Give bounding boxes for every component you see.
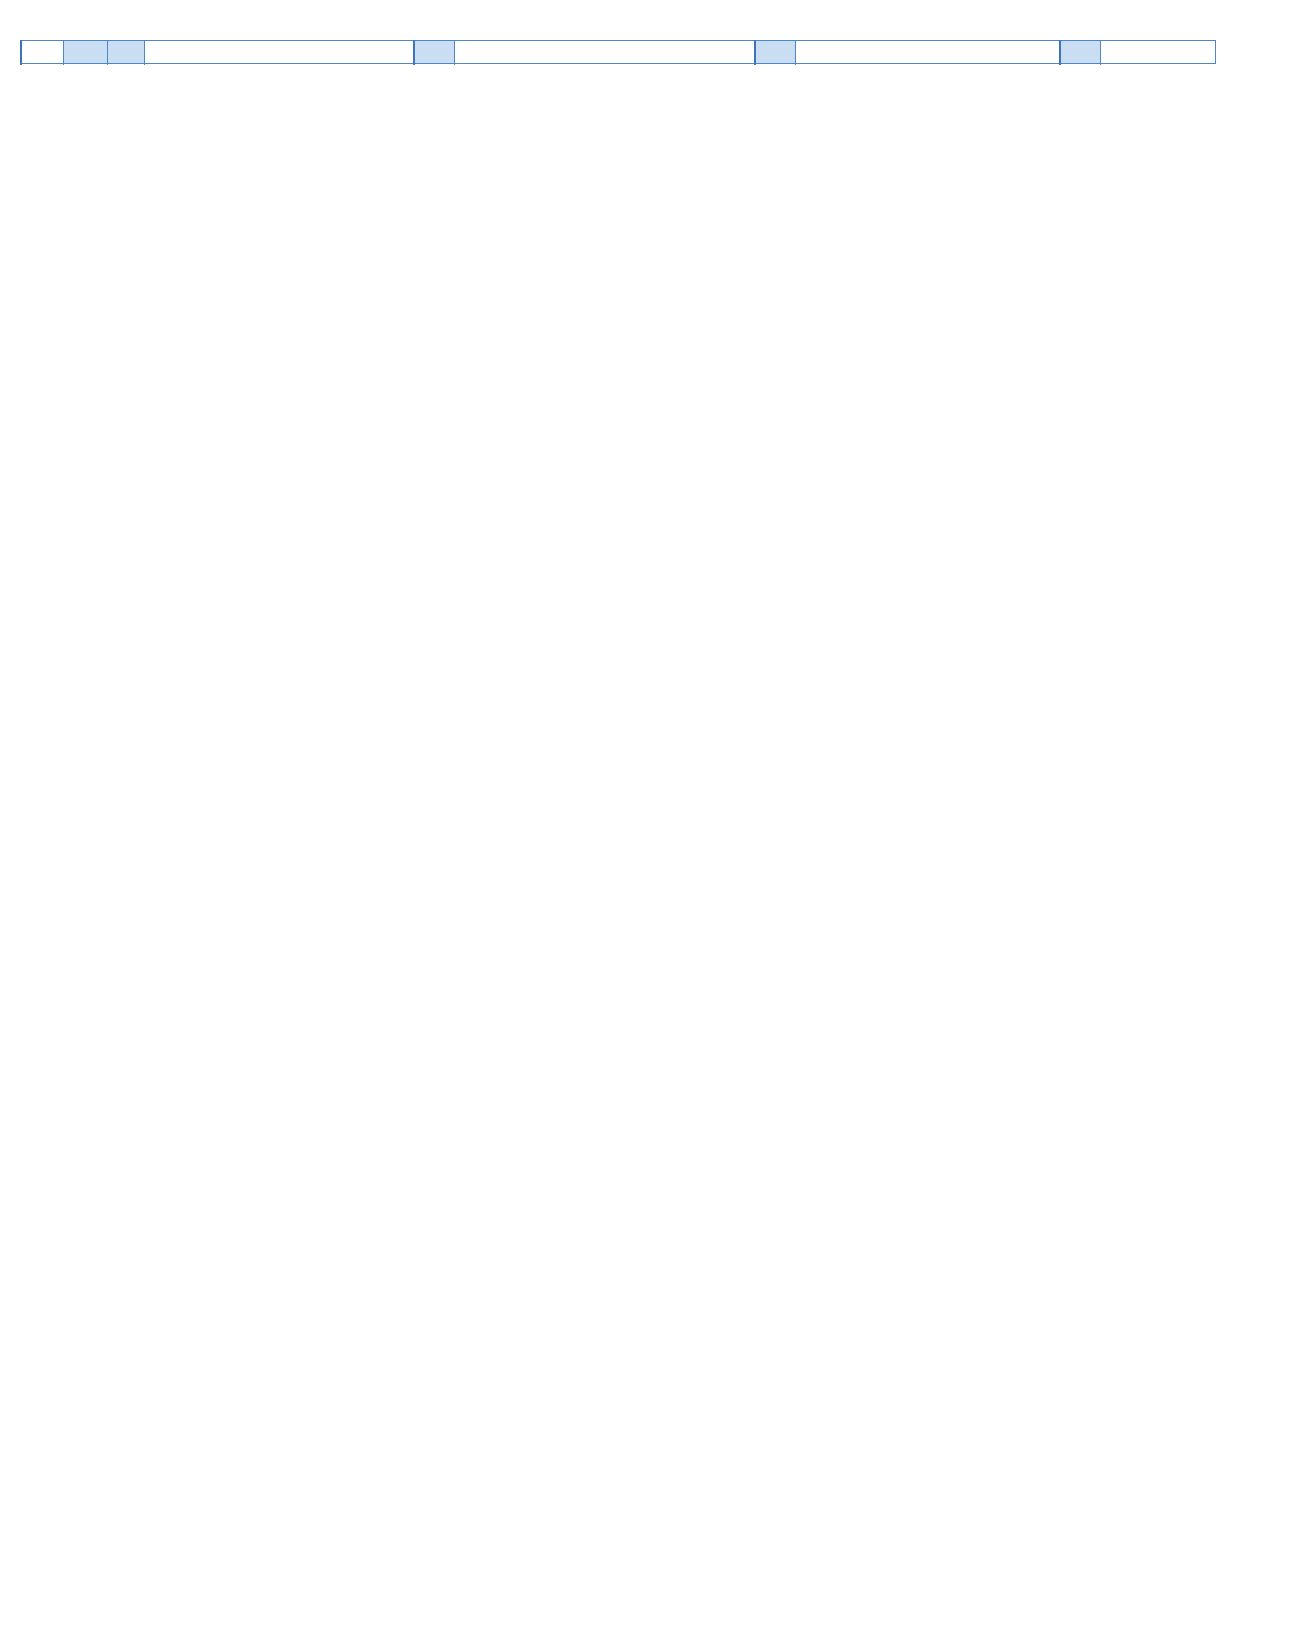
outer-diameter-header-3 bbox=[755, 41, 795, 64]
bore-diameter-header bbox=[63, 41, 107, 64]
diameter-series-3-header bbox=[796, 41, 1060, 64]
diameter-series-1-header bbox=[144, 41, 414, 64]
notes-section bbox=[62, 1495, 124, 1514]
note-line-1 bbox=[62, 1495, 124, 1514]
outer-diameter-header-1 bbox=[108, 41, 144, 64]
diameter-series-2-header bbox=[455, 41, 756, 64]
diameter-series-4-header bbox=[1100, 41, 1215, 64]
outer-diameter-header-2 bbox=[414, 41, 454, 64]
table-header bbox=[21, 41, 1216, 64]
bore-code-header bbox=[21, 41, 63, 64]
bearing-dimension-table bbox=[20, 40, 1216, 64]
outer-diameter-header-4 bbox=[1060, 41, 1100, 64]
